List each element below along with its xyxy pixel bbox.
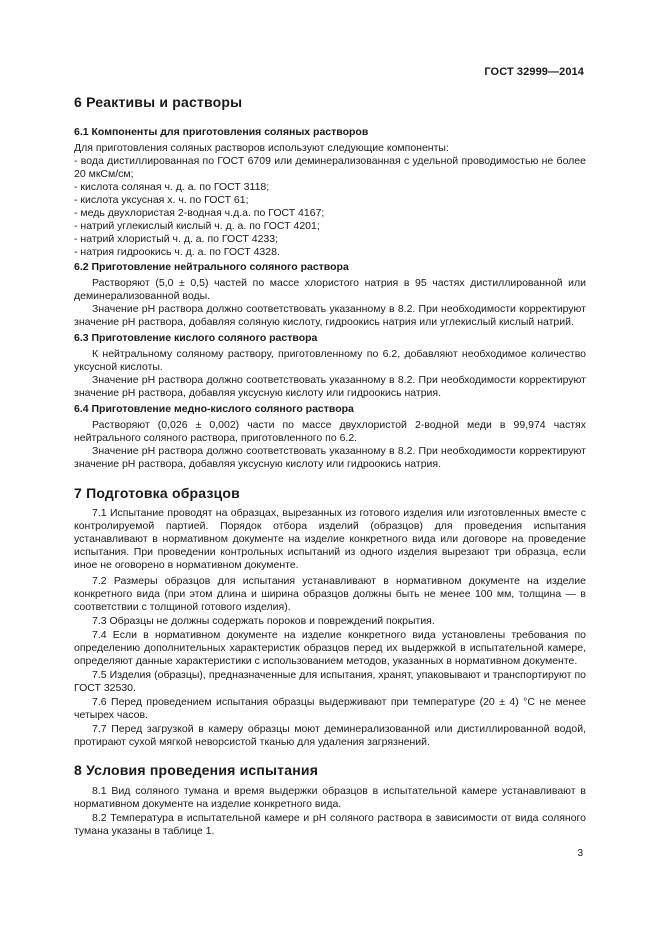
document-id-header: ГОСТ 32999—2014 (484, 66, 584, 78)
section-6-title: 6 Реактивы и растворы (74, 94, 243, 110)
paragraph-7-1: 7.1 Испытание проводят на образцах, вырезанных из готового изделия или изготовленных вместе с контролируемой партией. Порядок отбора изделий (образцов) для проведения испытания устанавливают в нормативном документе на изделие конкретного вида или договоре на проведение испытания. При проведении контрольных испытаний из одного изделия вырезают три образца, если иное не оговорено в нормативном документе. (74, 507, 586, 571)
paragraph-8-1: 8.1 Вид соляного тумана и время выдержки образцов в испытательной камере устанавливают в нормативном документе на изделие конкретного вида. (74, 785, 586, 810)
section-8-title: 8 Условия проведения испытания (74, 762, 319, 778)
subsection-6-3-title: 6.3 Приготовление кислого соляного раствора (74, 332, 318, 344)
subsection-6-3-paragraph-1: К нейтральному соляному раствору, приготовленному по 6.2, добавляют необходимое количество уксусной кислоты. (74, 348, 586, 373)
list-item: - кислота соляная ч. д. а. по ГОСТ 3118; (74, 181, 270, 193)
paragraph-7-3: 7.3 Образцы не должны содержать пороков и повреждений покрытия. (92, 615, 435, 627)
list-item: - медь двухлористая 2-водная ч.д.а. по ГОСТ 4167; (74, 207, 325, 219)
subsection-6-2-title: 6.2 Приготовление нейтрального соляного раствора (74, 261, 349, 273)
subsection-6-2-paragraph-2: Значение pH раствора должно соответствовать указанному в 8.2. При необходимости корректируют значение pH раствора, добавляя соляную кислоту, гидроокись натрия или углекислый кислый натрий. (74, 303, 586, 328)
list-item: - натрия гидроокись ч. д. а. по ГОСТ 4328. (74, 246, 280, 258)
subsection-6-3-paragraph-2: Значение pH раствора должно соответствовать указанному в 8.2. При необходимости корректируют значение pH раствора, добавляя уксусную кислоту или гидроокись натрия. (74, 374, 586, 399)
components-list (74, 155, 586, 259)
subsection-6-4-title: 6.4 Приготовление медно-кислого соляного раствора (74, 403, 354, 415)
paragraph-7-6: 7.6 Перед проведением испытания образцы выдерживают при температуре (20 ± 4) °С не менее четырех часов. (74, 696, 586, 721)
list-item: - натрий углекислый кислый ч. д. а. по ГОСТ 4201; (74, 220, 320, 232)
paragraph-8-2: 8.2 Температура в испытательной камере и pH соляного раствора в зависимости от вида соляного тумана указаны в таблице 1. (74, 812, 586, 837)
page-number: 3 (577, 848, 583, 859)
subsection-6-4-paragraph-2: Значение pH раствора должно соответствовать указанному в 8.2. При необходимости корректируют значение pH раствора, добавляя уксусную кислоту или гидроокись натрия. (74, 445, 586, 470)
paragraph-7-4: 7.4 Если в нормативном документе на изделие конкретного вида установлены требования по определению дополнительных характеристик образцов перед их выдержкой в испытательной камере, определяют данные характеристики с использованием методов, указанных в нормативном документе. (74, 629, 586, 667)
list-item: - натрий хлористый ч. д. а. по ГОСТ 4233; (74, 233, 279, 245)
paragraph-7-5: 7.5 Изделия (образцы), предназначенные для испытания, хранят, упаковывают и транспортируют по ГОСТ 32530. (74, 669, 586, 694)
subsection-6-2-paragraph-1: Растворяют (5,0 ± 0,5) частей по массе хлористого натрия в 95 частях дистиллированной или деминерализованной воды. (74, 277, 586, 302)
subsection-6-4-paragraph-1: Растворяют (0,026 ± 0,002) части по массе двухлористой 2-водной меди в 99,974 частях нейтрального соляного раствора, приготовленного по 6.2. (74, 419, 586, 444)
subsection-6-1-intro: Для приготовления соляных растворов используют следующие компоненты: (74, 142, 449, 154)
list-item: - вода дистиллированная по ГОСТ 6709 или деминерализованная с удельной проводимостью не более 20 мкСм/см; (74, 155, 586, 180)
section-7-title: 7 Подготовка образцов (74, 485, 240, 501)
paragraph-7-7: 7.7 Перед загрузкой в камеру образцы моют деминерализованной или дистиллированной водой, протирают сухой мягкой неворсистой тканью для удаления загрязнений. (74, 723, 586, 748)
subsection-6-1-title: 6.1 Компоненты для приготовления соляных растворов (74, 126, 369, 138)
list-item: - кислота уксусная х. ч. по ГОСТ 61; (74, 194, 249, 206)
paragraph-7-2: 7.2 Размеры образцов для испытания устанавливают в нормативном документе на изделие конкретного вида (при этом длина и ширина образцов должны быть не менее 100 мм, толщина — в соответствии с толщиной готового изделия). (74, 575, 586, 613)
